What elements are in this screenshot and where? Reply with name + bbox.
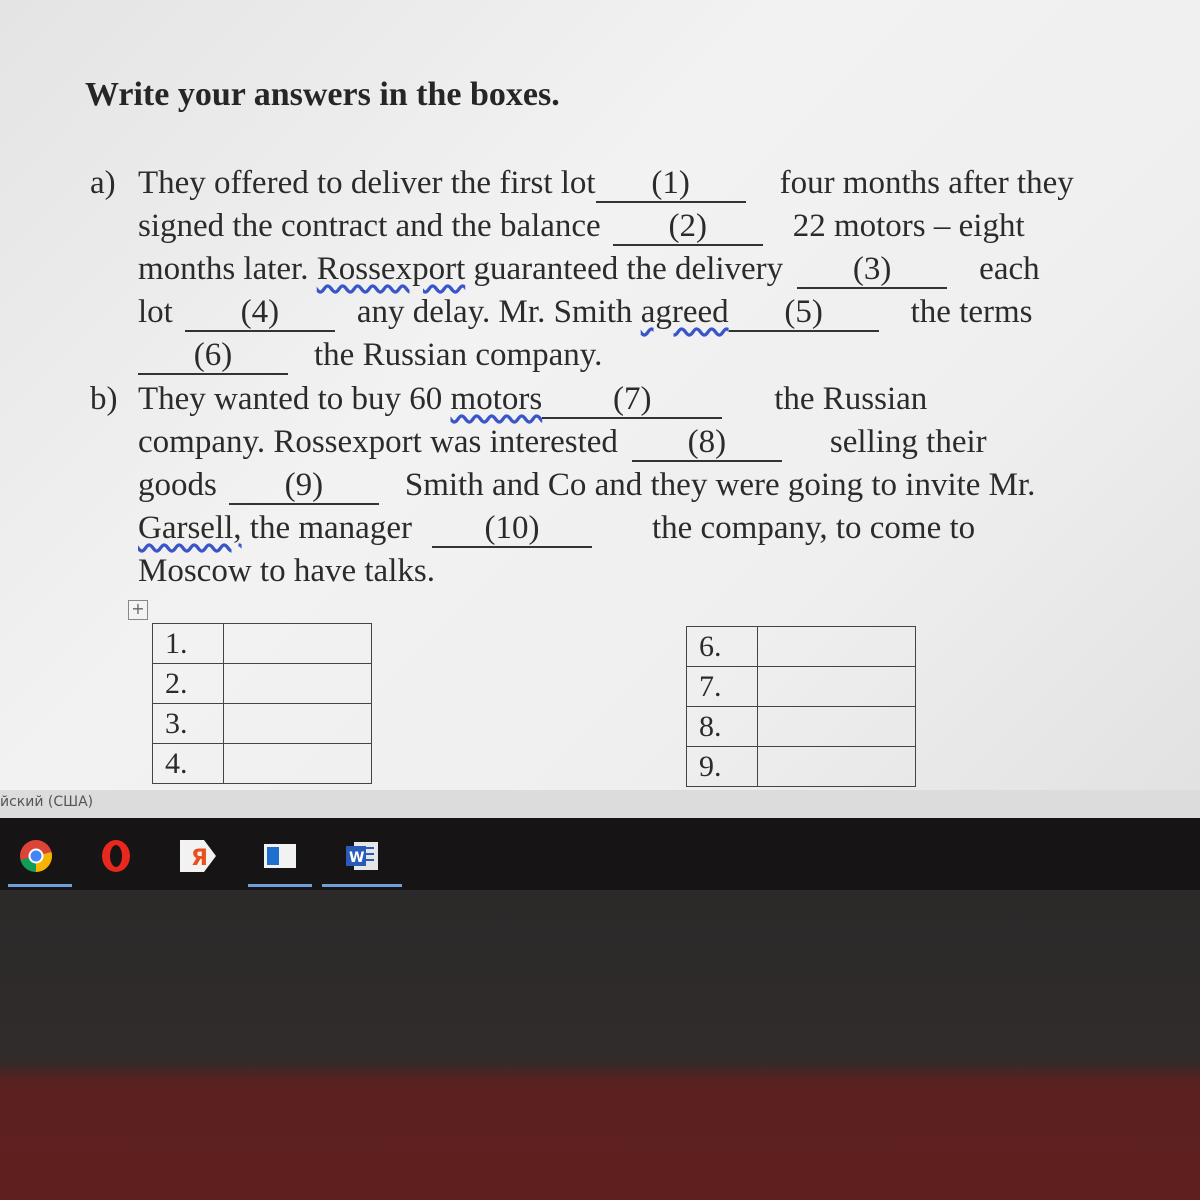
word-active-indicator: [322, 884, 402, 887]
section-b-line1-end: the Russian: [774, 381, 928, 417]
table-row: [153, 744, 372, 784]
answer-number: 9.: [687, 747, 758, 787]
section-a-line4: lot: [138, 294, 173, 330]
answer-cell-6[interactable]: [758, 627, 916, 667]
section-a-label: a): [90, 165, 116, 201]
section-b-line3: goods: [138, 467, 217, 503]
gap-5: (5): [729, 294, 879, 332]
section-a-line1: They offered to deliver the first lot: [138, 165, 596, 201]
yandex-browser-icon[interactable]: [178, 838, 214, 874]
table-move-handle-icon[interactable]: +: [128, 600, 148, 620]
gap-8: (8): [632, 424, 782, 462]
svg-text:W: W: [349, 850, 365, 866]
section-b-line3-end: Smith and Co and they were going to invite Mr.: [404, 467, 1036, 503]
table-row: [153, 704, 372, 744]
section-b: [90, 378, 1035, 593]
word-rossexport: Rossexport: [316, 251, 466, 287]
gap-1: (1): [596, 165, 746, 203]
word-motors: motors: [450, 381, 543, 417]
table-row: [687, 747, 916, 787]
table-row: [153, 624, 372, 664]
word-icon[interactable]: [344, 838, 380, 874]
section-a-line3: months later.: [138, 251, 309, 287]
answer-cell-3[interactable]: [224, 704, 372, 744]
table-row: [687, 627, 916, 667]
answer-cell-8[interactable]: [758, 707, 916, 747]
chrome-active-indicator: [8, 884, 72, 887]
taskbar: [0, 818, 1200, 890]
section-b-line2-end: selling their: [829, 424, 987, 460]
gap-10: (10): [432, 510, 592, 548]
answer-cell-1[interactable]: [224, 624, 372, 664]
gap-4: (4): [185, 294, 335, 332]
section-a-line5-end: the Russian company.: [314, 337, 603, 373]
section-a-line1-end: four months after they: [779, 165, 1074, 201]
language-indicator[interactable]: йский (США): [0, 794, 94, 810]
section-b-line4-end: the company, to come to: [651, 510, 976, 546]
svg-text:Я: Я: [191, 846, 208, 871]
answer-number: 7.: [687, 667, 758, 707]
answer-number: 4.: [153, 744, 224, 784]
answer-cell-7[interactable]: [758, 667, 916, 707]
answer-table-right: [686, 626, 916, 787]
answer-number: 8.: [687, 707, 758, 747]
answer-table-left: [152, 623, 372, 784]
table-row: [687, 667, 916, 707]
chrome-icon[interactable]: [18, 838, 54, 874]
section-b-label: b): [90, 381, 118, 417]
section-a-line4-end: the terms: [910, 294, 1033, 330]
answer-number: 6.: [687, 627, 758, 667]
answer-number: 3.: [153, 704, 224, 744]
gap-6: (6): [138, 337, 288, 375]
opera-icon[interactable]: [98, 838, 134, 874]
window-app-active-indicator: [248, 884, 312, 887]
section-b-line4: the manager: [249, 510, 412, 546]
gap-7: (7): [542, 381, 722, 419]
word-garsell: Garsell,: [138, 510, 242, 546]
section-b-line2: company. Rossexport was interested: [138, 424, 618, 460]
monitor-bezel: [0, 890, 1200, 1200]
gap-9: (9): [229, 467, 379, 505]
answer-cell-4[interactable]: [224, 744, 372, 784]
answer-cell-9[interactable]: [758, 747, 916, 787]
section-a: [90, 162, 1074, 377]
section-a-line3-rest: guaranteed the delivery: [473, 251, 784, 287]
window-app-icon[interactable]: [262, 838, 298, 874]
page-title: Write your answers in the boxes.: [85, 76, 560, 113]
word-status-bar: [0, 790, 1200, 818]
section-a-line4-mid: any delay. Mr. Smith: [356, 294, 633, 330]
gap-3: (3): [797, 251, 947, 289]
gap-2: (2): [613, 208, 763, 246]
answer-number: 1.: [153, 624, 224, 664]
section-a-line2: signed the contract and the balance: [138, 208, 601, 244]
section-b-line5: Moscow to have talks.: [138, 553, 435, 589]
word-agreed: agreed: [640, 294, 729, 330]
answer-cell-2[interactable]: [224, 664, 372, 704]
section-b-line1: They wanted to buy 60: [138, 381, 443, 417]
section-a-line2-end: 22 motors – eight: [792, 208, 1025, 244]
answer-number: 2.: [153, 664, 224, 704]
section-a-line3-end: each: [979, 251, 1040, 287]
table-row: [153, 664, 372, 704]
table-row: [687, 707, 916, 747]
